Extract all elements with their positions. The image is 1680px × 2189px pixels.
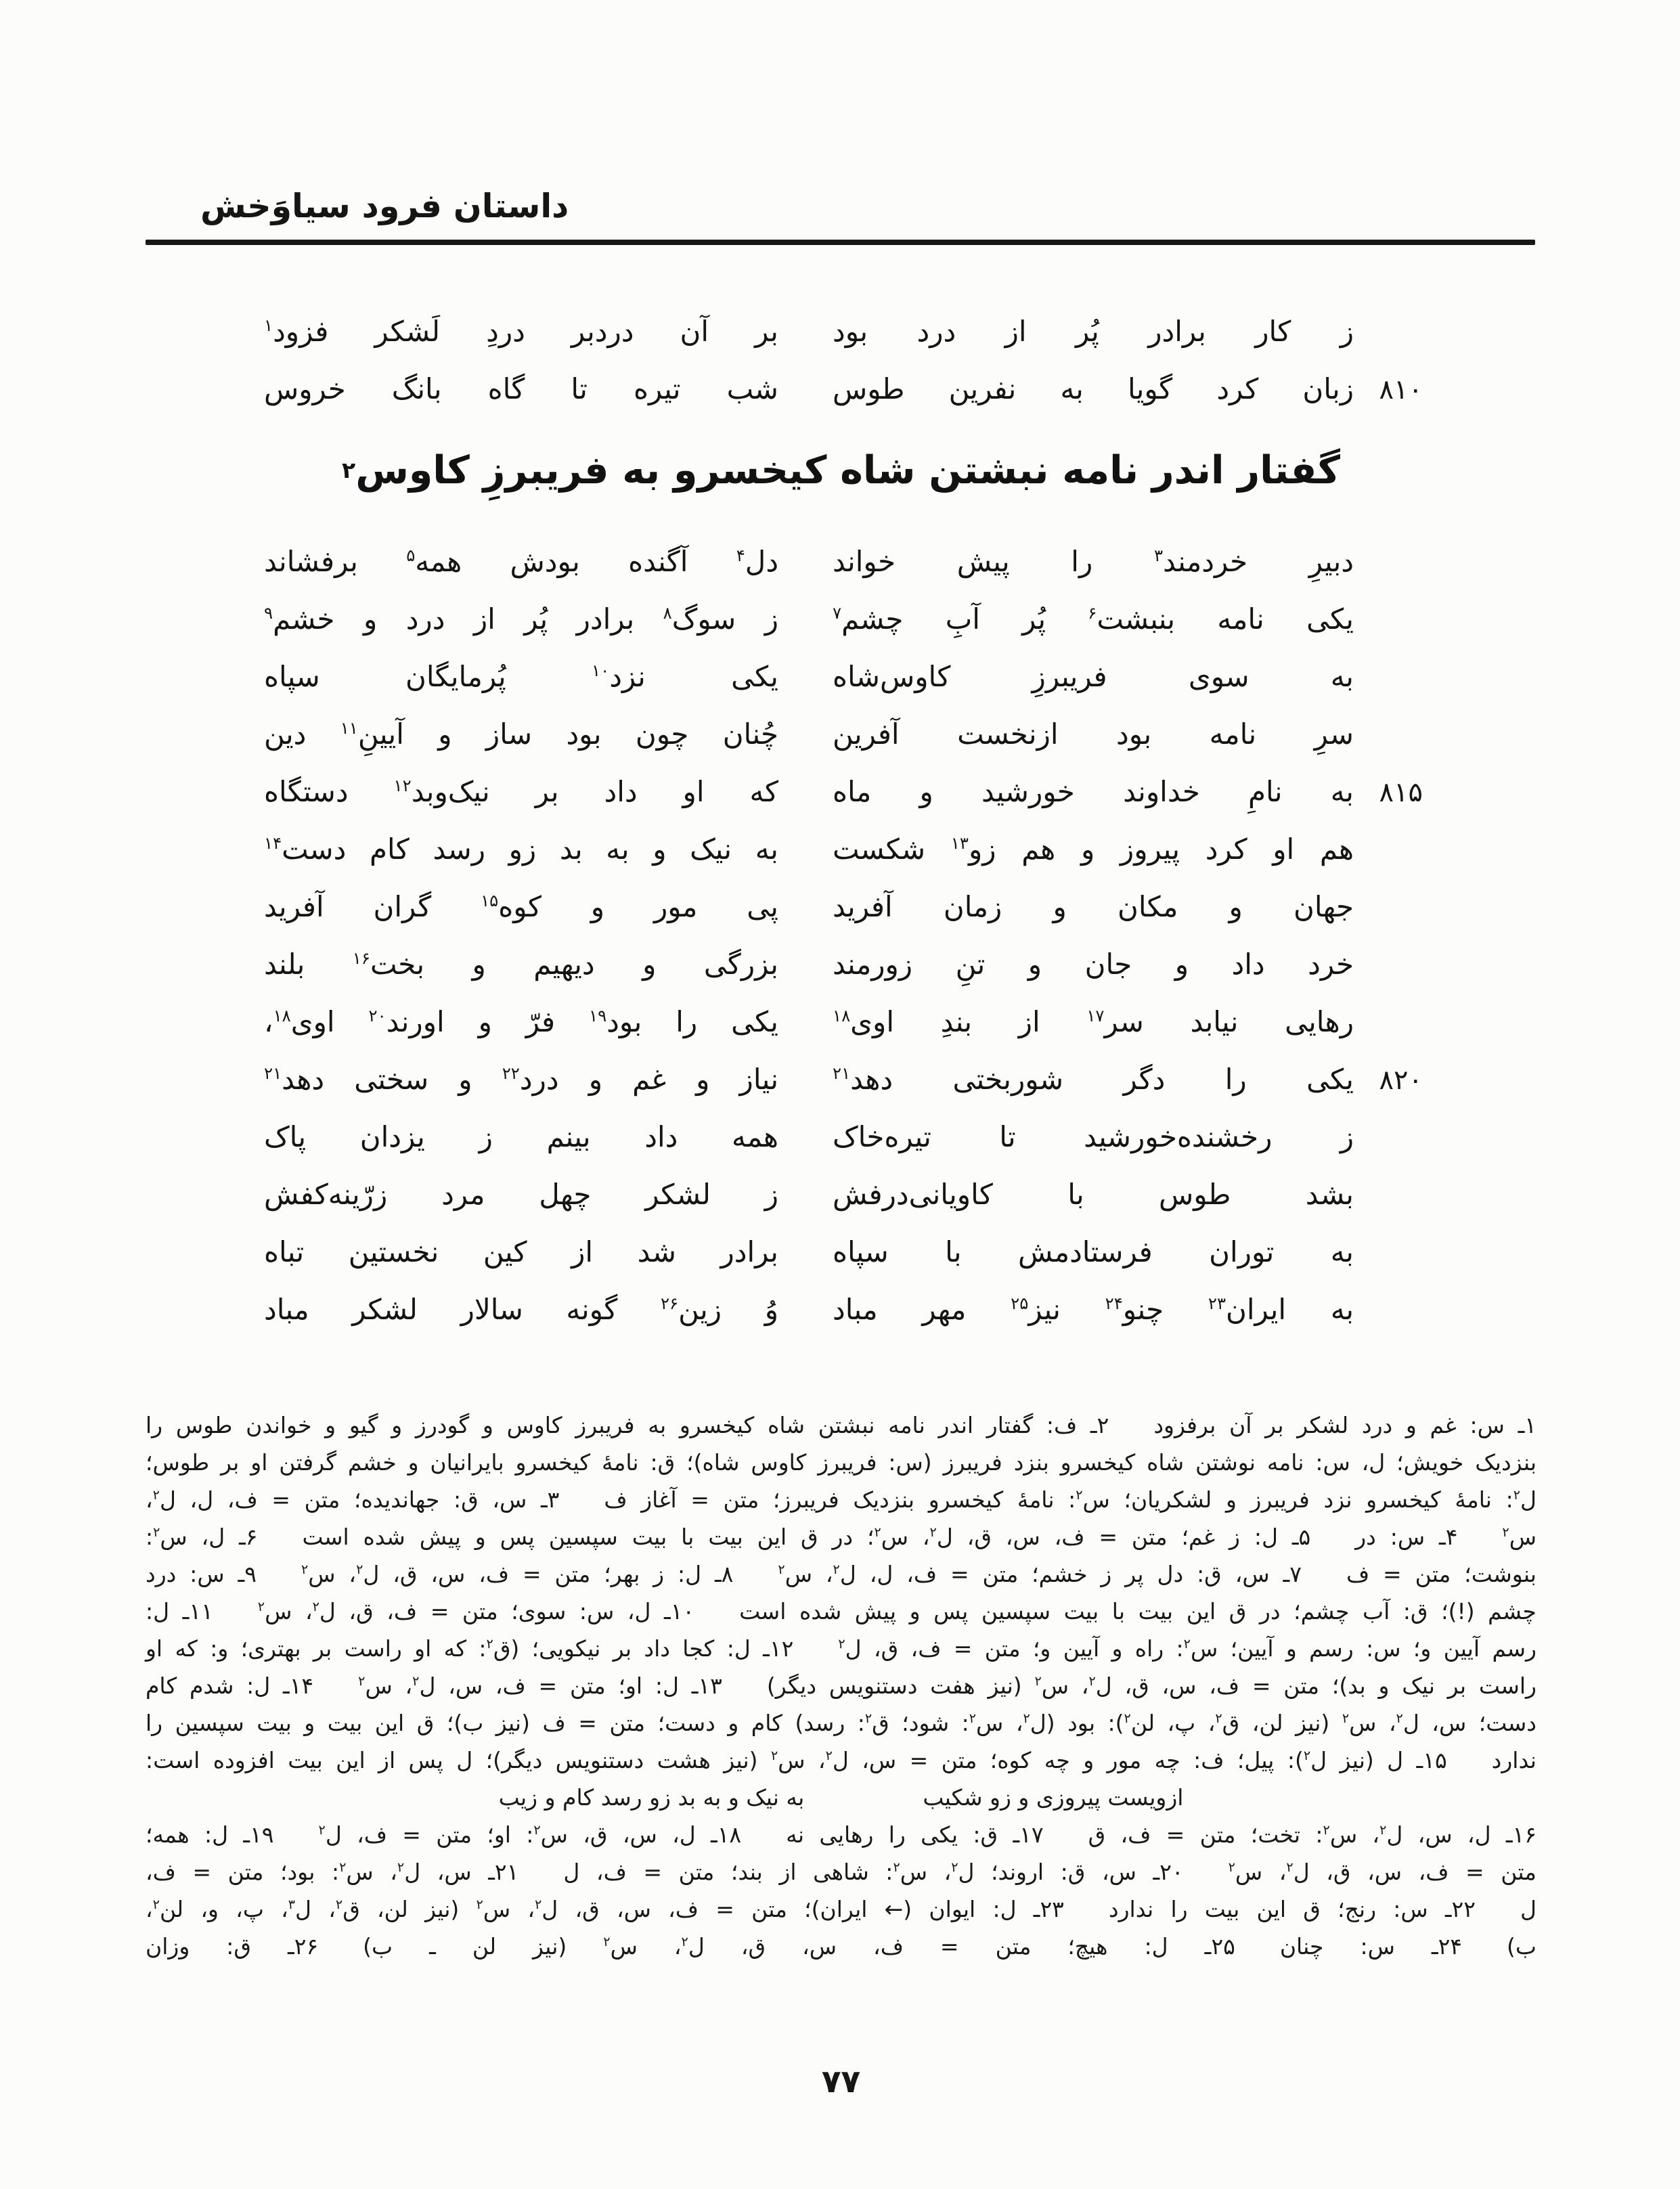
hemistich-left: یکی را بود$^{۱۹}$ فرّ و اورند$^{۲۰}$ اوی$^{۱۸}$،: [264, 1005, 778, 1039]
footnote-marker: ۱۷: [1086, 1006, 1105, 1026]
footnote-line: بنوشت؛ متن = ف ۷ـ س، ق: دل پر ز خشم؛ متن = ف، ل، ل$^۲$، س$^۲$ ۸ـ ل: ز بهر؛ متن = ف، س، ق، ل$^۲$، س$^۲$ ۹ـ س: درد: [146, 1561, 1537, 1587]
verse-row: [146, 936, 1537, 994]
header-rule: [146, 240, 1535, 245]
hemistich-left: ز لشکر چهل مرد زرّینه‌کفش: [264, 1178, 778, 1212]
footnote-marker: ۲: [1502, 1524, 1509, 1540]
footnote-marker: ۲: [681, 1934, 688, 1949]
verse-row: [146, 994, 1537, 1051]
poem-block-top: [146, 303, 1537, 418]
hemistich-right: رهایی نیابد سر$^{۱۷}$ از بندِ اوی$^{۱۸}$: [833, 1005, 1354, 1039]
hemistich-left: بزرگی و دیهیم و بخت$^{۱۶}$ بلند: [264, 948, 778, 981]
footnote-marker: ۲: [603, 1934, 611, 1949]
footnote-marker: ۲: [301, 1562, 309, 1577]
hemistich-right: زبان کرد گویا به نفرین طوس: [833, 372, 1354, 406]
footnotes: [146, 1407, 1537, 1965]
footnote-marker: ۲۲: [502, 1063, 520, 1084]
footnote-marker: ۲۳: [1208, 1294, 1226, 1314]
verse-row: [146, 303, 1537, 361]
footnote-marker: ۵: [406, 546, 416, 566]
hemistich-left: به نیک و به بد زو رسد کام دست$^{۱۴}$: [264, 833, 778, 866]
footnote-marker: ۲۶: [660, 1294, 679, 1314]
hemistich-right: بشد طوس با کاویانی‌درفش: [833, 1178, 1354, 1212]
footnote-marker: ۲: [778, 1562, 785, 1577]
verse-row: [146, 879, 1537, 936]
hemistich-left: که او داد بر نیک‌وبد$^{۱۲}$ دستگاه: [264, 775, 778, 809]
footnote-marker: ۲۴: [1105, 1294, 1123, 1314]
footnote-marker: ۲: [1034, 1673, 1042, 1689]
verse-row: [146, 1166, 1537, 1224]
footnote-verse-left: به نیک و به بد زو رسد کام و زیب: [498, 1784, 805, 1811]
footnote-marker: ۲: [1023, 1710, 1030, 1726]
hemistich-left: نیاز و غم و درد$^{۲۲}$ و سختی دهد$^{۲۱}$: [264, 1063, 779, 1097]
footnote-marker: ۱۱: [340, 718, 358, 738]
footnote-marker: ۲: [825, 1748, 833, 1763]
hemistich-left: چُنان چون بود ساز و آیینِ$^{۱۱}$ دین: [264, 717, 778, 751]
footnote-marker: ۲: [1076, 1487, 1083, 1503]
verse-row: [146, 1051, 1537, 1109]
footnote-line: ل$^۲$: نامهٔ کیخسرو نزد فریبرز و لشکریان؛ س$^۲$: نامهٔ کیخسرو بنزدیک فریبرز؛ متن = آغاز ف ۳ـ س، ق: جهاندیده؛ متن = ف، ل، ل$^۲$،: [146, 1486, 1537, 1513]
footnote-marker: ۱۲: [393, 776, 412, 796]
footnote-marker: ۲: [412, 1673, 420, 1689]
footnote-marker: ۲: [358, 1673, 366, 1689]
footnote-marker: ۲: [1342, 1710, 1350, 1726]
verse-row: [146, 764, 1537, 821]
footnote-marker: ۶: [1088, 603, 1097, 623]
footnote-marker: ۹: [264, 603, 273, 623]
hemistich-left: شب تیره تا گاه بانگ خروس: [264, 372, 778, 406]
hemistich-left: برادر شد از کین نخستین تباه: [264, 1235, 778, 1269]
hemistich-left: پی مور و کوه$^{۱۵}$ گران آفرید: [264, 890, 778, 924]
footnote-line: ۱۶ـ ل، س، ل$^۲$، س$^۲$: تخت؛ متن = ف، ق ۱۷ـ ق: یکی را رهایی نه ۱۸ـ ل، س، ق، س$^۲$: او؛ متن = ف، ل$^۲$ ۱۹ـ ل: همه؛: [146, 1821, 1537, 1848]
footnote-marker: ۲: [874, 1524, 881, 1540]
footnote-marker: ۷: [833, 603, 842, 623]
footnote-marker: ۲: [929, 1524, 937, 1540]
footnote-marker: ۲: [152, 1897, 160, 1912]
footnote-marker: ۲: [486, 1636, 493, 1652]
footnote-marker: ۱۵: [481, 891, 499, 911]
hemistich-right: ز رخشنده‌خورشید تا تیره‌خاک: [833, 1120, 1354, 1154]
footnote-marker: ۲: [257, 1599, 265, 1614]
footnote-marker: ۲: [533, 1822, 541, 1838]
footnote-marker: ۱۸: [273, 1006, 291, 1026]
hemistich-left: یکی نزد$^{۱۰}$ پُرمایگان سپاه: [264, 660, 778, 694]
verse-row: [146, 1224, 1537, 1281]
footnote-marker: ۱: [264, 315, 273, 336]
hemistich-right: یکی را دگر شوربختی دهد$^{۲۱}$: [833, 1063, 1354, 1097]
footnote-marker: ۲۰: [368, 1006, 386, 1026]
section-heading: گفتار اندر نامه نبشتن شاه کیخسرو به فریبرزِ کاوس ۲: [342, 448, 1340, 493]
hemistich-right: یکی نامه بنبشت$^۶$ پُر آبِ چشم$^۷$: [833, 602, 1354, 636]
footnote-marker: ۲: [152, 1487, 160, 1503]
footnote-marker: ۱۶: [352, 948, 370, 969]
footnote-marker: ۲: [893, 1859, 900, 1875]
verse-row: [146, 1281, 1537, 1339]
footnote-marker: ۲: [1183, 1636, 1191, 1652]
footnote-marker: ۲: [1303, 1748, 1311, 1763]
footnote-marker: ۲: [356, 1562, 363, 1577]
verse-row: [146, 821, 1537, 879]
footnote-marker: ۲: [951, 1859, 958, 1875]
hemistich-right: ز کار برادر پُر از درد بود: [833, 315, 1354, 349]
footnote-marker: ۱۳: [950, 833, 969, 854]
footnote-line: ل ۲۲ـ س: رنج؛ ق این بیت را ندارد ۲۳ـ ل: ایوان (← ایران)؛ متن = ف، س، ق، ل$^۲$، س$^۲$ (نیز لن، ق$^۲$، ل$^۳$، پ، و، لن$^۲$،: [146, 1896, 1537, 1922]
footnote-verse-right: ازویست پیروزی و زو شکیب: [923, 1784, 1184, 1811]
footnote-marker: ۲: [476, 1897, 483, 1912]
hemistich-right: به سوی فریبرزِ کاوس‌شاه: [833, 660, 1354, 694]
verse-row: [146, 361, 1537, 418]
verse-row: [146, 533, 1537, 591]
footnote-line: ۱ـ س: غم و درد لشکر بر آن برفزود ۲ـ ف: گفتار اندر نامه نبشتن شاه کیخسرو به فریبرز کاوس و گودرز و گیو و خواندن طوس را: [146, 1412, 1537, 1438]
footnote-marker: ۱۴: [264, 833, 282, 854]
footnote-marker: ۳: [1153, 546, 1164, 566]
hemistich-right: جهان و مکان و زمان آفرید: [833, 890, 1354, 924]
footnote-marker: ۱۹: [589, 1006, 607, 1026]
hemistich-left: ز سوگ$^۸$ برادر پُر از درد و خشم$^۹$: [264, 602, 778, 636]
footnote-line: چشم (!)؛ ق: آب چشم؛ در ق این بیت با بیت سپسین پس و پیش شده است ۱۰ـ ل، س: سوی؛ متن = ف، ق، ل$^۲$، س$^۲$ ۱۱ـ ل:: [146, 1598, 1537, 1624]
footnote-line: رسم آیین و؛ س: رسم و آیین؛ س$^۲$: راه و آیین و؛ متن = ف، ق، ل$^۲$ ۱۲ـ ل: کجا داد بر نیکویی؛ (ق$^۲$: که او راست بر بهتری؛ و: که او: [146, 1635, 1537, 1662]
footnote-marker: ۲: [833, 1562, 840, 1577]
verse-row: [146, 648, 1537, 706]
verse-row: [146, 1109, 1537, 1166]
hemistich-left: وُ زین$^{۲۶}$ گونه سالار لشکر مباد: [264, 1293, 778, 1327]
footnote-line: راست بر نیک و بد)؛ متن = ف، س، ق، ل$^۲$، س$^۲$ (نیز هفت دستنویس دیگر) ۱۳ـ ل: او؛ متن = ف، س، ل$^۲$، س$^۲$ ۱۴ـ ل: شدم کام: [146, 1673, 1537, 1699]
hemistich-right: خرد داد و جان و تنِ زورمند: [833, 948, 1354, 981]
running-header-title: داستان فرود سیاوَخش: [200, 187, 569, 225]
hemistich-right: به توران فرستادمش با سپاه: [833, 1235, 1354, 1269]
footnote-marker: ۲: [1228, 1859, 1235, 1875]
footnote-line: بنزدیک خویش؛ ل، س: نامه نوشتن شاه کیخسرو بنزد فریبرز (س: فریبرز کاوس شاه)؛ ق: نامهٔ کیخسرو بایرانیان و خشم گرفتن او بر طوس؛: [146, 1449, 1537, 1476]
footnote-marker: ۲: [153, 1524, 160, 1540]
footnote-marker: ۲: [339, 1859, 347, 1875]
footnote-marker: ۲: [1215, 1710, 1222, 1726]
footnote-marker: ۱۸: [833, 1006, 851, 1026]
footnote-marker: ۲: [312, 1599, 319, 1614]
page-number: ۷۷: [821, 2063, 861, 2100]
footnote-marker: ۳: [288, 1897, 296, 1912]
footnote-marker: ۲: [397, 1859, 405, 1875]
hemistich-left: همه داد بینم ز یزدان پاک: [264, 1120, 778, 1154]
footnote-marker: ۲: [1379, 1822, 1387, 1838]
footnote-marker: ۲: [1323, 1822, 1330, 1838]
hemistich-right: به نامِ خداوند خورشید و ماه: [833, 775, 1354, 809]
footnote-marker: ۲: [838, 1636, 845, 1652]
footnote-marker: ۲: [318, 1822, 326, 1838]
footnote-marker: ۲: [335, 1897, 343, 1912]
hemistich-right: هم او کرد پیروز و هم زو$^{۱۳}$ شکست: [833, 833, 1354, 866]
footnote-marker: ۸: [663, 603, 672, 623]
hemistich-left: دل$^۴$ آگنده بودش همه$^۵$ برفشاند: [264, 545, 779, 579]
footnote-line: ندارد ۱۵ـ ل (نیز ل$^۲$): پیل؛ ف: چه مور و چه کوه؛ متن = س، ل$^۲$، س$^۲$ (نیز هشت دستنویس دیگر)؛ ل پس از این بیت افزوده است:: [146, 1747, 1537, 1773]
footnote-marker: ۲: [1088, 1673, 1096, 1689]
footnote-marker: ۲: [1513, 1487, 1520, 1503]
footnote-line: س$^۲$ ۴ـ س: در ۵ـ ل: ز غم؛ متن = ف، س، ق، ل$^۲$، س$^۲$؛ در ق این بیت با بیت سپسین پس و پیش شده است ۶ـ ل، س$^۲$:: [146, 1524, 1537, 1550]
verse-row: [146, 706, 1537, 764]
footnote-line: دست؛ س، ل$^۲$، س$^۲$ (نیز لن، ق$^۲$، پ، لن$^۲$): بود (ل$^۲$، س$^۲$: شود؛ ق$^۲$: رسد) کام و دست؛ متن = ف (نیز ب)؛ ق این بیت و بیت سپسین را: [146, 1710, 1537, 1736]
footnote-marker: ۴: [736, 546, 745, 566]
footnote-marker: ۲: [1396, 1710, 1403, 1726]
verse-number: ۸۲۰: [1379, 1064, 1423, 1096]
footnote-marker: ۲: [535, 1897, 542, 1912]
footnote-marker: ۲: [770, 1748, 778, 1763]
footnote-marker: ۲: [969, 1710, 977, 1726]
hemistich-right: سرِ نامه بود ازنخست آفرین: [833, 717, 1354, 751]
hemistich-left: بر آن دردبر دردِ لَشکر فزود$^۱$: [264, 315, 778, 349]
footnote-marker: ۲۱: [264, 1063, 282, 1084]
footnote-marker: ۲۱: [833, 1063, 851, 1084]
footnote-marker: ۲۵: [1011, 1294, 1029, 1314]
footnote-marker: ۲: [1124, 1710, 1131, 1726]
hemistich-right: دبیرِ خردمند$^۳$ را پیش خواند: [833, 545, 1354, 579]
verse-row: [146, 591, 1537, 648]
hemistich-right: به ایران$^{۲۳}$ چنو$^{۲۴}$ نیز$^{۲۵}$ مهر مباد: [833, 1293, 1354, 1327]
footnote-marker: ۱۰: [592, 661, 610, 681]
footnote-marker: ۲: [864, 1710, 872, 1726]
footnote-marker: ۲: [1286, 1859, 1294, 1875]
footnote-line: ب) ۲۴ـ س: چنان ۲۵ـ ل: هیچ؛ متن = ف، س، ق، ل$^۲$، س$^۲$ (نیز لن ـ ب) ۲۶ـ ق: وزان: [146, 1933, 1537, 1960]
poem-block-main: [146, 533, 1537, 1339]
footnote-verse-row: [146, 1779, 1537, 1816]
verse-number: ۸۱۰: [1379, 374, 1423, 405]
verse-number: ۸۱۵: [1379, 776, 1423, 808]
footnote-line: متن = ف، س، ق، ل$^۲$، س$^۲$ ۲۰ـ س، ق: اروند؛ ل$^۲$، س$^۲$: شاهی از بند؛ متن = ف، ل ۲۱ـ س، ل$^۲$، س$^۲$: بود؛ متن = ف،: [146, 1859, 1537, 1885]
